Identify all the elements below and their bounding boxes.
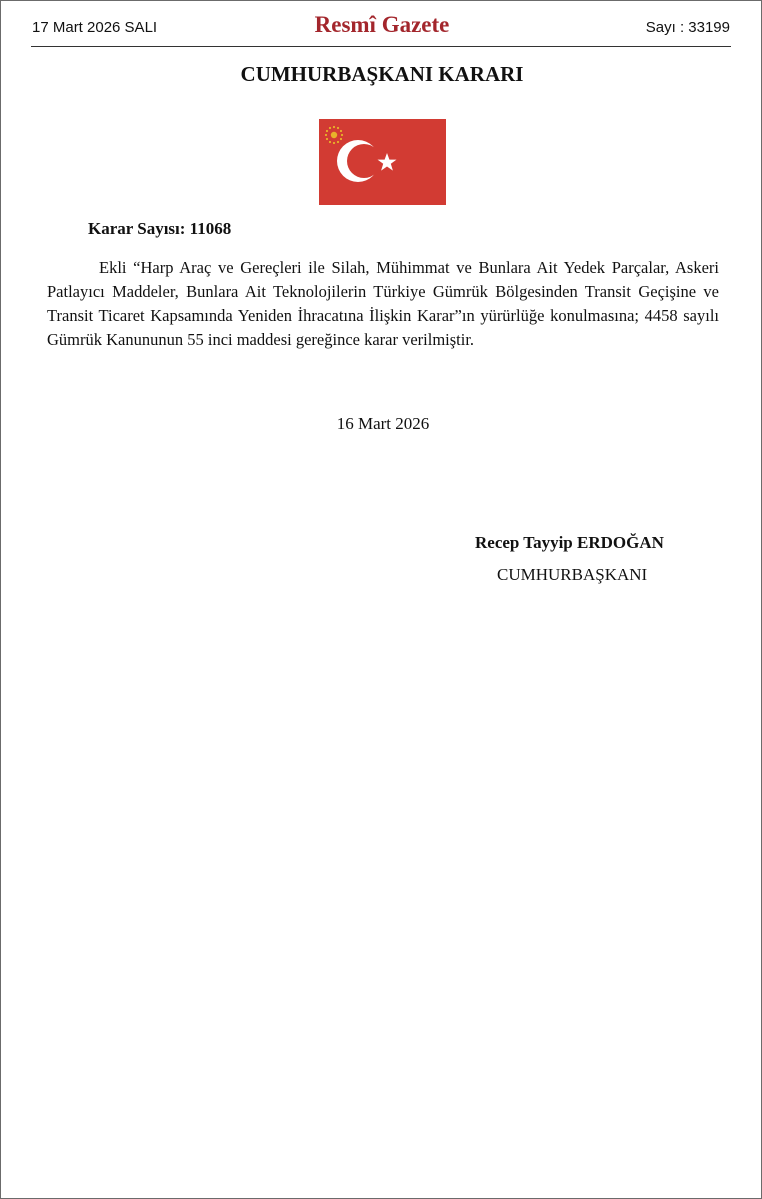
header-date: 17 Mart 2026 SALI [32, 19, 158, 36]
document-title: CUMHURBAŞKANI KARARI [240, 62, 524, 86]
presidential-flag-icon [319, 119, 446, 205]
gazette-masthead: Resmî Gazete [314, 12, 450, 37]
decision-number: Karar Sayısı: 11068 [88, 219, 232, 238]
issue-number: Sayı : 33199 [645, 19, 730, 36]
signatory-title: CUMHURBAŞKANI [497, 565, 648, 584]
signatory-name: Recep Tayyip ERDOĞAN [475, 533, 664, 552]
decision-body-text: Ekli “Harp Araç ve Gereçleri ile Silah, Mühimmat ve Bunlara Ait Yedek Parçalar, Askeri Patlayıcı Maddeler, Bunlara Ait Teknolojilerin Türkiye Gümrük Bölgesinden Transit Geçişine ve Transit Ticaret Kapsamında Yeniden İhracatına İlişkin Karar”ın yürürlüğe konulmasına; 4458 sayılı Gümrük Kanununun 55 inci maddesi gereğince karar verilmiştir. [47, 258, 719, 349]
decision-date: 16 Mart 2026 [336, 414, 430, 433]
header-divider [31, 46, 731, 47]
